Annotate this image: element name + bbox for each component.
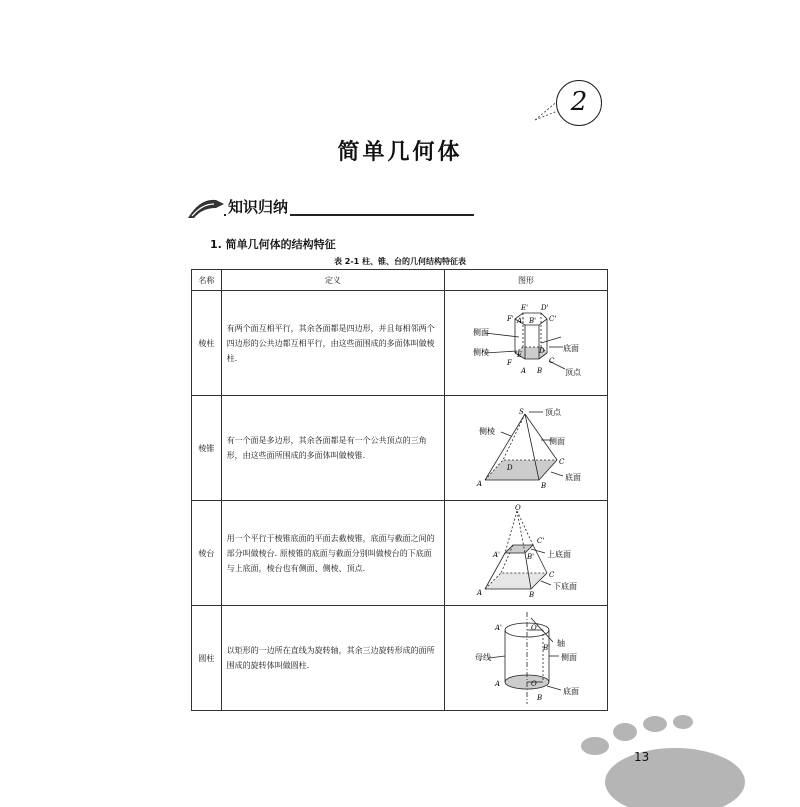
- row-name: 棱锥: [192, 396, 222, 501]
- svg-text:C': C': [548, 315, 557, 323]
- svg-text:O: O: [530, 680, 537, 688]
- row-definition: 以矩形的一边所在直线为旋转轴，其余三边旋转形成的面所围成的旋转体叫做圆柱.: [221, 606, 444, 711]
- frustum-figure: [444, 501, 607, 606]
- pyramid-figure: [444, 396, 607, 501]
- section-title: 知识归纳: [228, 198, 289, 216]
- svg-text:A: A: [520, 367, 527, 375]
- svg-text:侧面: 侧面: [472, 328, 489, 337]
- row-definition: 用一个平行于棱锥底面的平面去截棱锥，底面与截面之间的部分叫做棱台. 原棱锥的底面与截面分别叫做棱台的下底面与上底面，棱台也有侧面、侧棱、顶点.: [221, 501, 444, 606]
- svg-text:A': A': [516, 317, 524, 325]
- svg-text:C: C: [548, 571, 555, 579]
- svg-text:侧面: 侧面: [548, 437, 565, 446]
- svg-text:B: B: [536, 367, 543, 375]
- svg-text:A': A': [492, 551, 500, 559]
- prism-figure: [444, 291, 607, 396]
- row-definition: 有一个面是多边形，其余各面都是有一个公共顶点的三角形，由这些面所围成的多面体叫做棱锥.: [221, 396, 444, 501]
- svg-text:B: B: [540, 482, 547, 490]
- svg-text:顶点: 顶点: [564, 368, 581, 377]
- svg-text:上底面: 上底面: [546, 550, 571, 559]
- row-name: 棱台: [192, 501, 222, 606]
- svg-text:底面: 底面: [562, 687, 579, 696]
- row-name: 棱柱: [192, 291, 222, 396]
- svg-text:B: B: [536, 694, 543, 702]
- section-header: [186, 196, 606, 222]
- svg-text:E': E': [520, 304, 529, 312]
- svg-text:O: O: [514, 504, 521, 512]
- header-figure: 图形: [444, 270, 607, 291]
- table-row: [192, 606, 608, 711]
- svg-text:底面: 底面: [562, 344, 579, 353]
- paw-print-decoration: [575, 712, 800, 807]
- svg-text:A: A: [476, 589, 483, 597]
- svg-text:D': D': [540, 304, 549, 312]
- svg-text:下底面: 下底面: [552, 582, 577, 591]
- svg-text:B': B': [528, 317, 537, 325]
- chapter-title: 简单几何体: [337, 139, 463, 165]
- svg-text:B': B': [542, 644, 551, 652]
- svg-text:A': A': [494, 624, 502, 632]
- svg-text:侧棱: 侧棱: [478, 427, 495, 436]
- svg-text:F: F: [506, 359, 512, 367]
- chapter-number: 2: [556, 80, 602, 126]
- svg-text:侧面: 侧面: [560, 653, 577, 662]
- cylinder-figure: [444, 606, 607, 711]
- svg-text:顶点: 顶点: [544, 408, 561, 417]
- pen-icon: [186, 196, 226, 222]
- svg-text:D: D: [506, 464, 513, 472]
- svg-text:母线: 母线: [474, 653, 491, 662]
- table-row: [192, 396, 608, 501]
- svg-text:A: A: [476, 480, 483, 488]
- svg-text:C': C': [536, 537, 545, 545]
- geometry-table: [191, 269, 608, 711]
- svg-text:B': B': [526, 553, 535, 561]
- page-number: 13: [634, 750, 650, 764]
- svg-text:轴: 轴: [556, 639, 565, 648]
- row-definition: 有两个面互相平行，其余各面都是四边形，并且每相邻两个四边形的公共边都互相平行，由这些面围成的多面体叫做棱柱.: [221, 291, 444, 396]
- svg-text:A: A: [494, 680, 501, 688]
- svg-text:E: E: [516, 351, 523, 359]
- svg-text:O': O': [530, 624, 539, 632]
- row-name: 圆柱: [192, 606, 222, 711]
- table-header-row: [192, 270, 608, 291]
- header-definition: 定义: [221, 270, 444, 291]
- svg-text:B: B: [528, 591, 535, 599]
- table-caption: 表 2-1 柱、锥、台的几何结构特征表: [333, 257, 467, 266]
- svg-text:D: D: [538, 347, 545, 355]
- subsection-title: 1. 简单几何体的结构特征: [210, 238, 336, 251]
- svg-text:C: C: [558, 458, 565, 466]
- table-row: [192, 501, 608, 606]
- svg-text:侧棱: 侧棱: [472, 348, 489, 357]
- svg-text:C: C: [548, 357, 555, 365]
- header-name: 名称: [192, 270, 222, 291]
- svg-text:底面: 底面: [564, 473, 581, 482]
- svg-text:F': F': [506, 315, 514, 323]
- svg-text:S: S: [518, 408, 524, 416]
- table-row: [192, 291, 608, 396]
